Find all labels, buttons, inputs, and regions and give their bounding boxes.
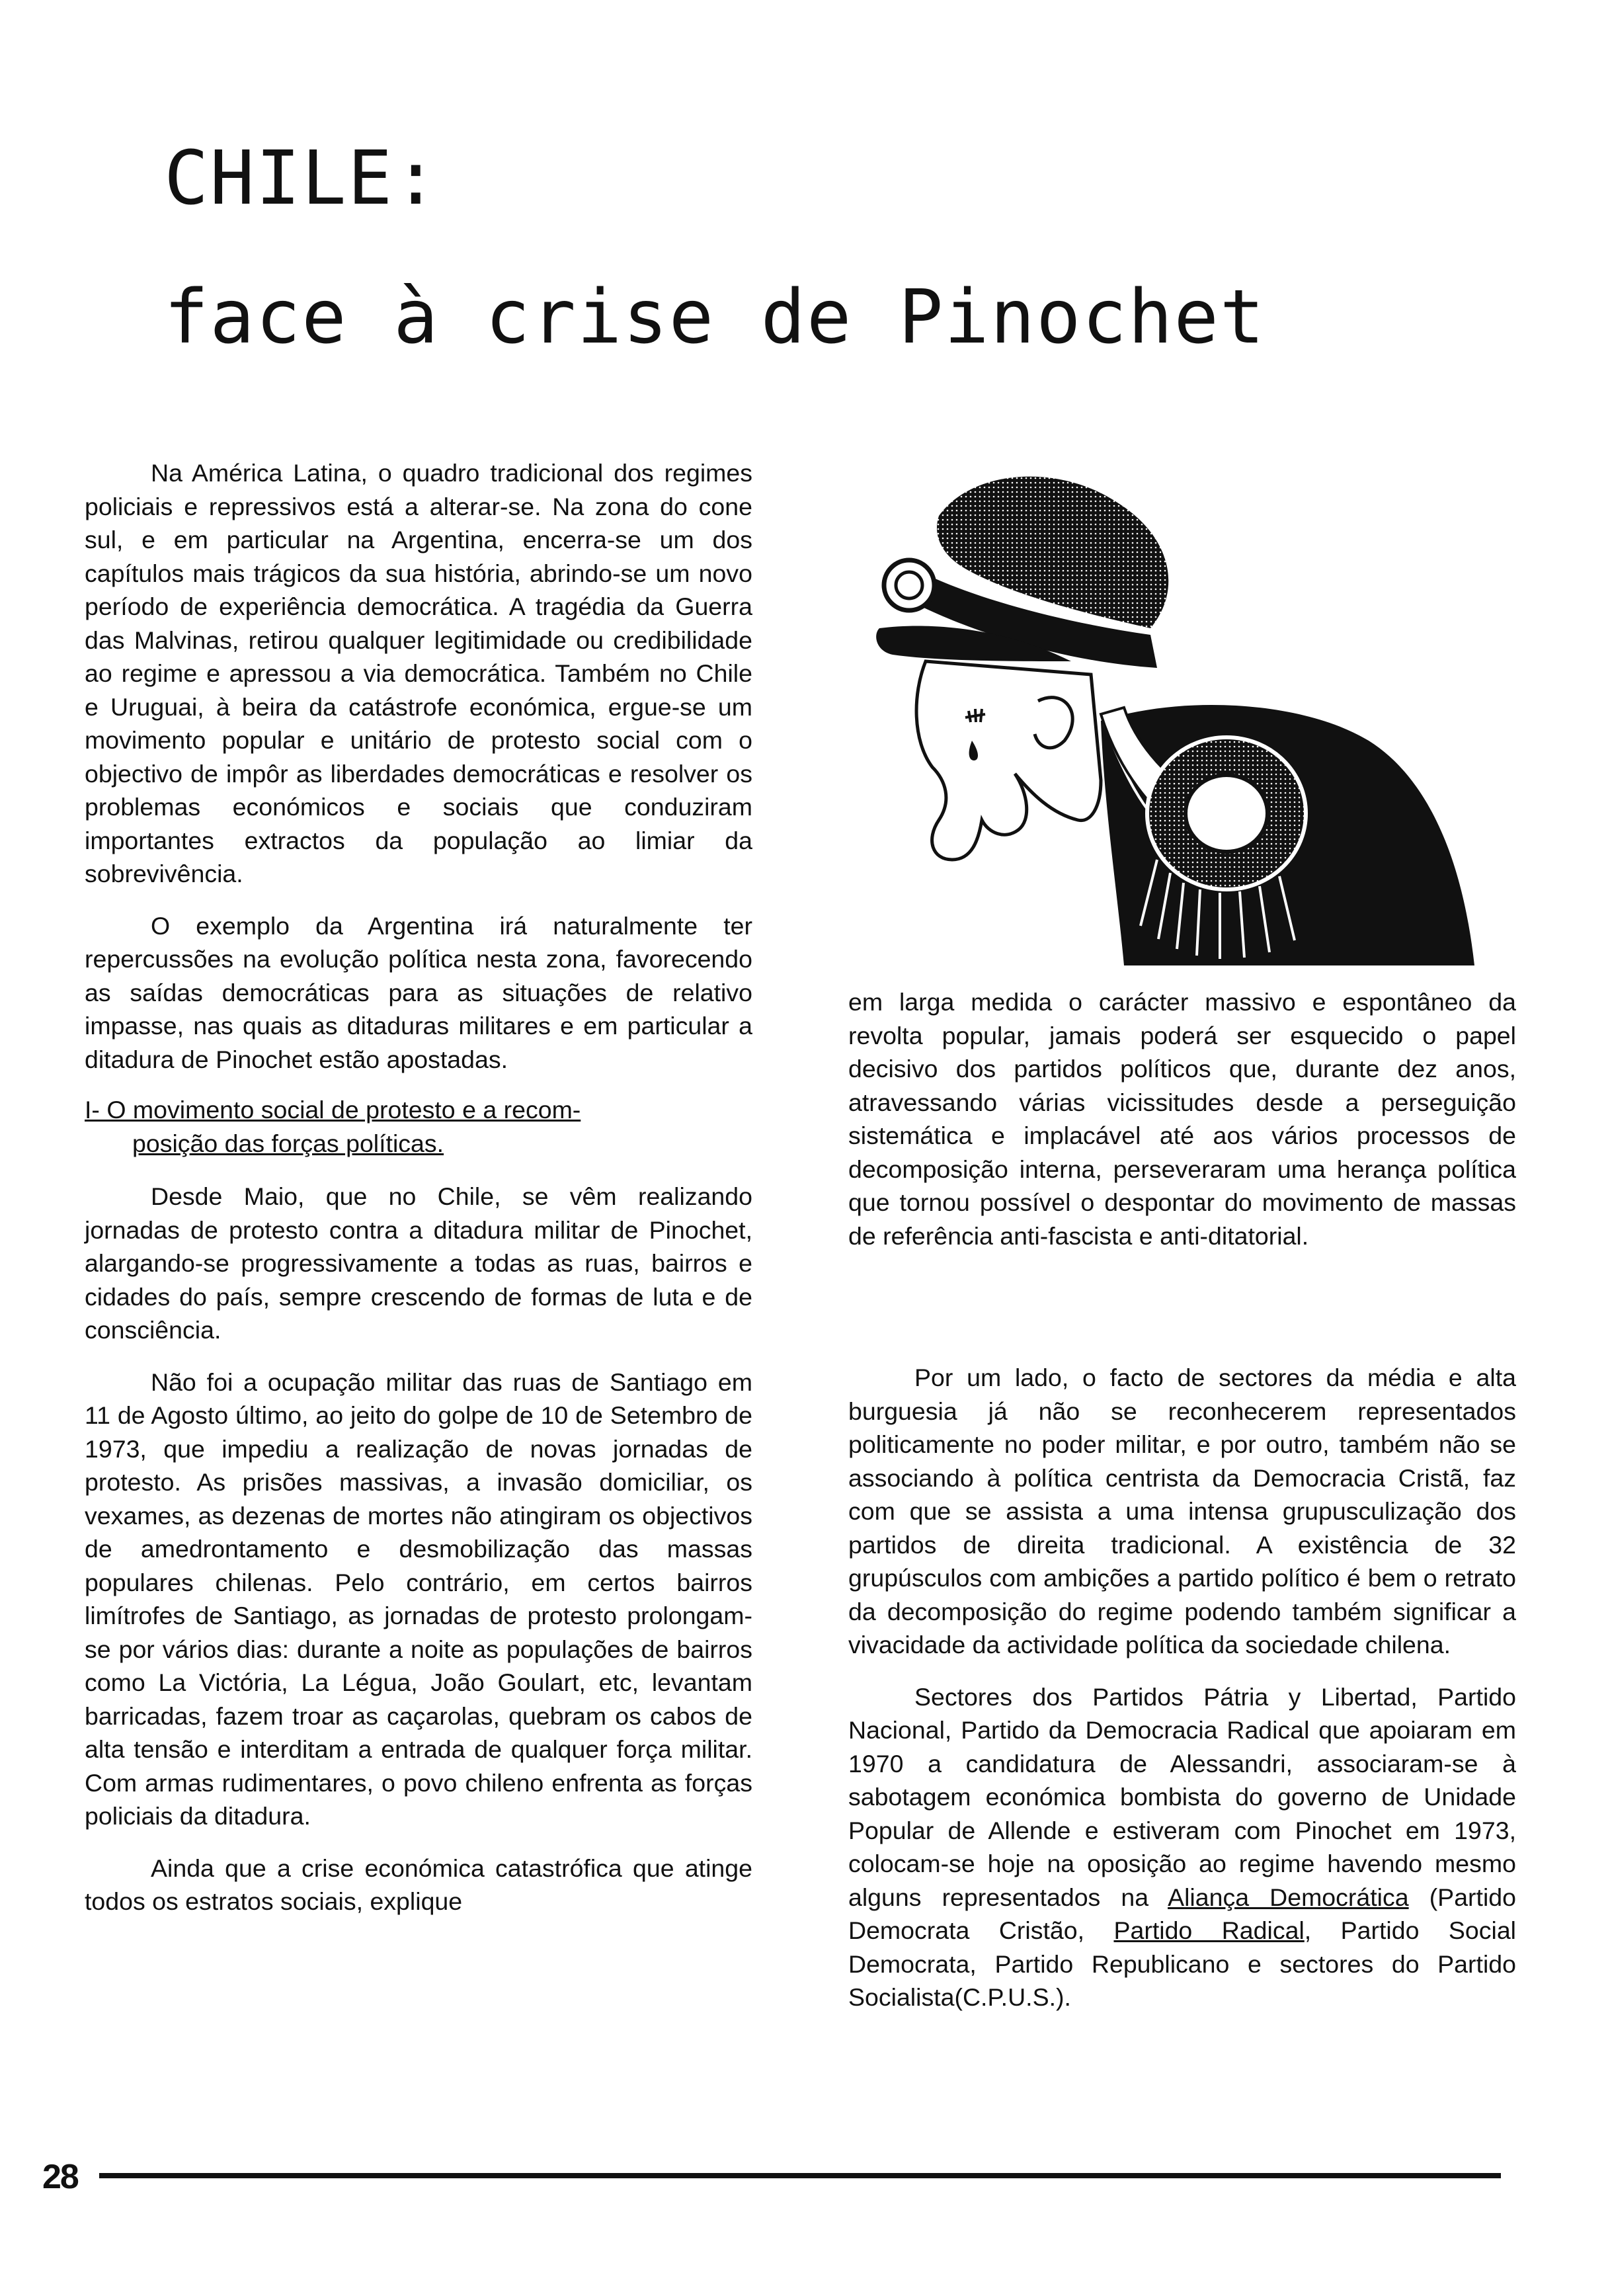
left-paragraph-3: Desde Maio, que no Chile, se vêm realizando jornadas de protesto contra a ditadura militar de Pinochet, alargando-se progressivamente a todas as ruas, bairros e cidades do país, sempre crescendo de formas de luta e de consciência. bbox=[85, 1182, 752, 1344]
left-paragraph-1: Na América Latina, o quadro tradicional dos regimes policiais e repressivos está a alterar-se. Na zona do cone sul, e em particular na Argentina, encerra-se um dos capítulos mais trágicos da sua história, abrindo-se um novo período de experiência democrática. A tragédia da Guerra das Malvinas, retirou qualquer legitimidade ou credibilidade ao regime e apressou a via democrática. Também no Chile e Uruguai, à beira da catástrofe económica, ergue-se um movimento popular e unitário de protesto social com o objectivo de impôr as liberdades democráticas e resolver os problemas económicos e sociais que conduziram importantes extractos da população ao limiar da sobrevivência. bbox=[85, 459, 752, 887]
right-column-top bbox=[848, 985, 1516, 1252]
right-paragraph-3-mid: (Partido Democrata Cristão, bbox=[848, 1883, 1516, 1944]
caricature-icon bbox=[840, 463, 1494, 972]
left-paragraph-4: Não foi a ocupação militar das ruas de Santiago em 11 de Agosto último, ao jeito do golpe de 10 de Setembro de 1973, que impediu a realização de novas jornadas de protesto. As prisões massivas, a invasão domiciliar, os vexames, as dezenas de mortes não atingiram os objectivos de amedrontamento e desmobilização das massas populares chilenas. Pelo contrário, em certos bairros limítrofes de Santiago, as jornadas de protesto prolongam-se por vários dias: durante a noite as populações de bairros como La Victória, La Légua, João Goulart, etc, levantam barricadas, fazem troar as caçarolas, quebram os cabos de alta tensão e interditam a entrada de qualquer força militar. Com armas rudimentares, o povo chileno enfrenta as forças policiais da ditadura. bbox=[85, 1368, 752, 1830]
section-heading-line-1: I- O movimento social de protesto e a recom- bbox=[85, 1096, 581, 1124]
left-column bbox=[85, 456, 752, 1918]
alianca-democratica-link: Aliança Democrática bbox=[1168, 1883, 1409, 1911]
right-column-bottom bbox=[848, 1361, 1516, 2014]
cap-badge bbox=[884, 560, 934, 610]
footer-rule bbox=[99, 2173, 1501, 2178]
section-heading bbox=[85, 1093, 752, 1160]
face-outline bbox=[916, 661, 1101, 860]
right-paragraph-1: em larga medida o carácter massivo e espontâneo da revolta popular, jamais poderá ser esquecido o papel decisivo dos partidos políticos que, durante dez anos, atravessando várias vicissitudes desde a perseguição sistemática e implacável até aos vários processos de decomposição interna, perseveraram uma herança política que tornou possível o despontar do movimento de massas de referência anti-fascista e anti-ditatorial. bbox=[848, 988, 1516, 1250]
page-number: 28 bbox=[42, 2158, 78, 2196]
section-heading-line-2: posição das forças políticas. bbox=[132, 1129, 444, 1157]
page-title-line-2: face à crise de Pinochet bbox=[164, 274, 1266, 360]
right-paragraph-2: Por um lado, o facto de sectores da média e alta burguesia já não se reconhecerem representados politicamente no poder militar, e por outro, também não se associando à política centrista da Democracia Cristã, faz com que se assista a uma intensa grupusculização dos partidos de direita tradicional. A existência de 32 grupúsculos com ambições a partido político é bem o retrato da decomposição do regime podendo também significar a vivacidade da actividade política da sociedade chilena. bbox=[848, 1364, 1516, 1659]
page-title-line-1: CHILE: bbox=[164, 136, 440, 222]
left-paragraph-5: Ainda que a crise económica catastrófica que atinge todos os estratos sociais, explique bbox=[85, 1854, 752, 1915]
right-paragraph-3 bbox=[848, 1680, 1516, 2014]
right-paragraph-3-start: Sectores dos Partidos Pátria y Libertad, Partido Nacional, Partido da Democracia Radical que apoiaram em 1970 a candidatura de Alessandri, associaram-se à sabotagem económica bombista do governo de Unidade Popular de Allende e estiveram com Pinochet em 1973, colocam-se hoje na oposição ao regime havendo mesmo alguns representados na bbox=[848, 1682, 1516, 1911]
right-paragraph-3-end: , Partido Social Democrata, Partido Republicano e sectores do Partido Socialista(C.P.U.S.). bbox=[848, 1916, 1517, 2011]
partido-radical-text: Partido Radical bbox=[1113, 1916, 1305, 1944]
left-paragraph-2: O exemplo da Argentina irá naturalmente ter repercussões na evolução política nesta zona, favorecendo as saídas democráticas para as situações de relativo impasse, nas quais as ditaduras militares e em particular a ditadura de Pinochet estão apostadas. bbox=[85, 911, 752, 1073]
